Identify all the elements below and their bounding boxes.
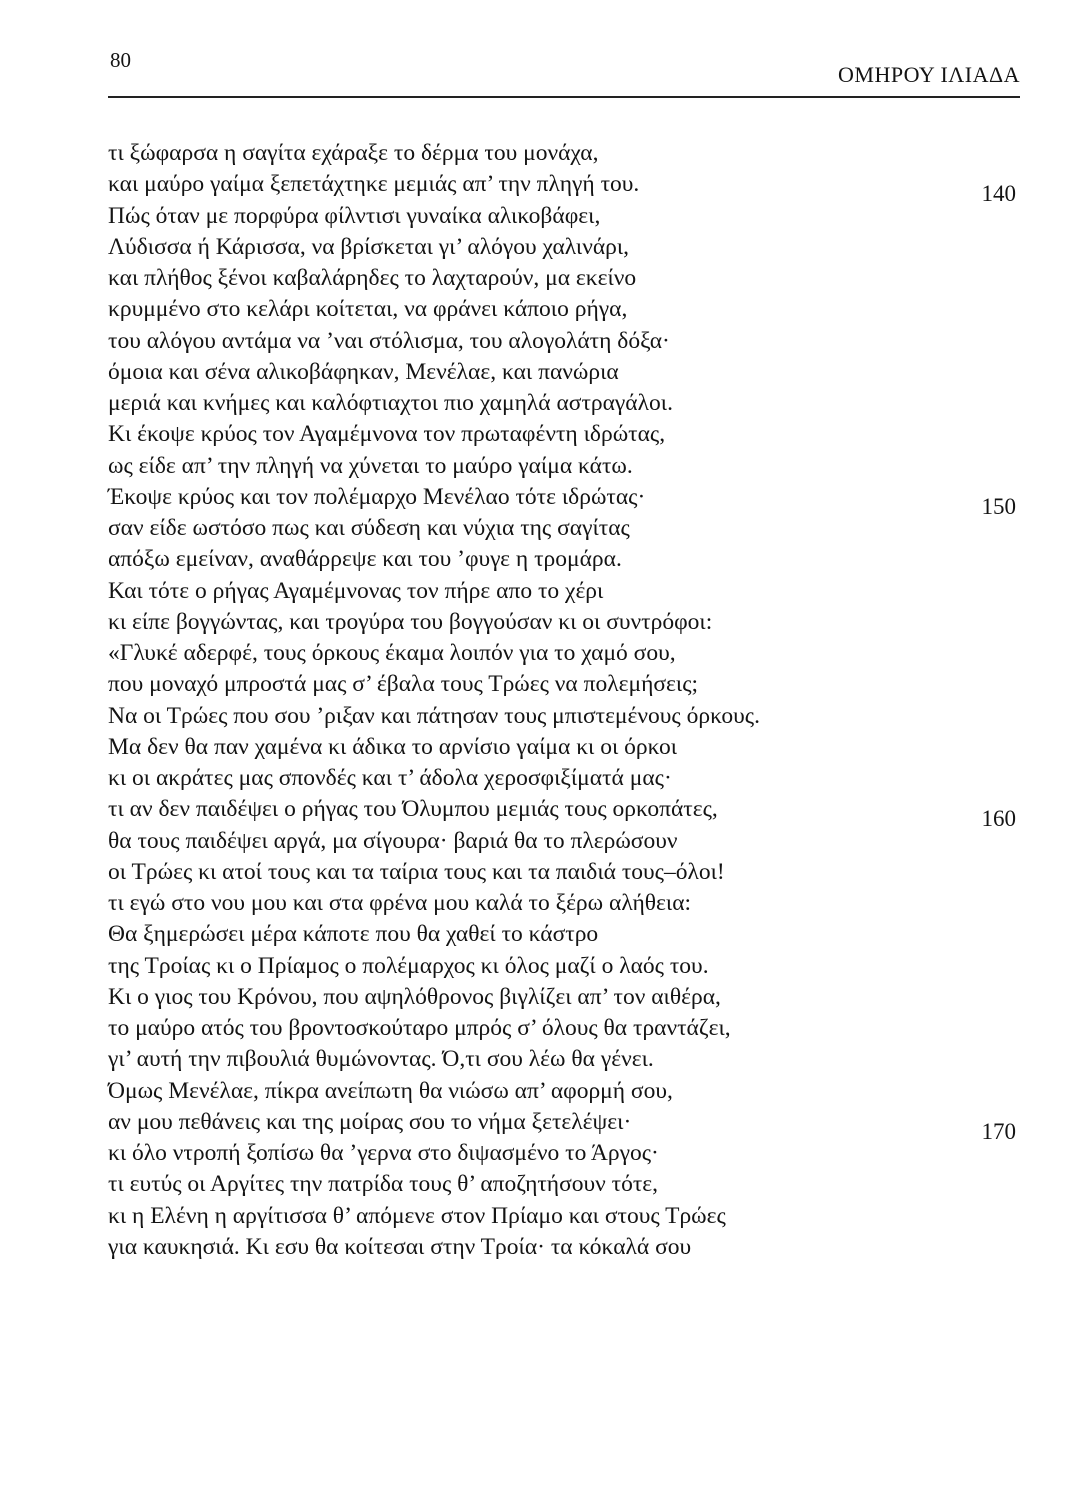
verse-line: τι ευτύς οι Αργίτες την πατρίδα τους θ’ αποζητήσουν τότε, <box>108 1171 659 1197</box>
verse-line: Θα ξημερώσει μέρα κάποτε που θα χαθεί το κάστρο <box>108 921 599 947</box>
verse-line: του αλόγου αντάμα να ’ναι στόλισμα, του αλογολάτη δόξα· <box>108 328 670 354</box>
running-title: ΟΜΗΡΟΥ ΙΛΙΑΔΑ <box>838 62 1020 87</box>
verse-line: Να οι Τρώες που σου ’ριξαν και πάτησαν τους μπιστεμένους όρκους. <box>108 703 760 729</box>
verse-line: Πώς όταν με πορφύρα φίλντισι γυναίκα αλικοβάφει, <box>108 203 601 229</box>
verse-line: τι αν δεν παιδέψει ο ρήγας του Όλυμπου μεμιάς τους ορκοπάτες, <box>108 796 718 822</box>
verse-line: μεριά και κνήμες και καλόφτιαχτοι πιο χαμηλά αστραγάλοι. <box>108 390 673 416</box>
verse-line: κρυμμένο στο κελάρι κοίτεται, να φράνει κάποιο ρήγα, <box>108 296 628 322</box>
verse-line: Μα δεν θα παν χαμένα κι άδικα το αρνίσιο γαίμα κι οι όρκοι <box>108 734 678 760</box>
line-number: 160 <box>981 806 1016 831</box>
verse-line: γι’ αυτή την πιβουλιά θυμώνοντας. Ό,τι σου λέω θα γένει. <box>108 1046 654 1072</box>
verse-line: κι είπε βογγώντας, και τρογύρα του βογγούσαν κι οι συντρόφοι: <box>108 609 713 635</box>
verse-line: και πλήθος ξένοι καβαλάρηδες το λαχταρούν, μα εκείνο <box>108 265 637 291</box>
verse-line: οι Τρώες κι ατοί τους και τα ταίρια τους και τα παιδιά τους–όλοι! <box>108 859 725 885</box>
verse-line: σαν είδε ωστόσο πως και σύδεση και νύχια της σαγίτας <box>108 515 630 541</box>
verse-line: απόξω εμείναν, αναθάρρεψε και του ’φυγε η τρομάρα. <box>108 546 622 572</box>
verse-line: για καυκησιά. Κι εσυ θα κοίτεσαι στην Τροία· τα κόκαλά σου <box>108 1234 692 1260</box>
verse-line: αν μου πεθάνεις και της μοίρας σου το νήμα ξετελέψει· <box>108 1109 632 1135</box>
verse-line: κι όλο ντροπή ξοπίσω θα ’γερνα στο διψασμένο το Άργος· <box>108 1140 659 1166</box>
verse-line: που μοναχό μπροστά μας σ’ έβαλα τους Τρώες να πολεμήσεις; <box>108 671 699 697</box>
verse-line: και μαύρο γαίμα ξεπετάχτηκε μεμιάς απ’ την πληγή του. <box>108 171 640 197</box>
header-rule <box>108 96 1020 98</box>
verse-line: ως είδε απ’ την πληγή να χύνεται το μαύρο γαίμα κάτω. <box>108 453 633 479</box>
line-number: 170 <box>981 1119 1016 1144</box>
verse-line: «Γλυκέ αδερφέ, τους όρκους έκαμα λοιπόν για το χαμό σου, <box>108 640 676 666</box>
verse-line: Και τότε ο ρήγας Αγαμέμνονας τον πήρε απο το χέρι <box>108 578 604 604</box>
verse-line: κι οι ακράτες μας σπονδές και τ’ άδολα χεροσφιξίματά μας· <box>108 765 672 791</box>
line-number: 140 <box>981 181 1016 206</box>
page-number: 80 <box>110 48 131 72</box>
verse-line: της Τροίας κι ο Πρίαμος ο πολέμαρχος κι όλος μαζί ο λαός του. <box>108 953 709 979</box>
verse-line: Κι ο γιος του Κρόνου, που αψηλόθρονος βιγλίζει απ’ τον αιθέρα, <box>108 984 721 1010</box>
line-number: 150 <box>981 494 1016 519</box>
verse-line: Λύδισσα ή Κάρισσα, να βρίσκεται γι’ αλόγου χαλινάρι, <box>108 234 630 260</box>
verse-line: τι ξώφαρσα η σαγίτα εχάραξε το δέρμα του μονάχα, <box>108 140 599 166</box>
verse-line: το μαύρο ατός του βροντοσκούταρο μπρός σ’ όλους θα τραντάζει, <box>108 1015 731 1041</box>
verse-line: κι η Ελένη η αργίτισσα θ’ απόμενε στον Πρίαμο και στους Τρώες <box>108 1203 726 1229</box>
verse-line: θα τους παιδέψει αργά, μα σίγουρα· βαριά θα το πλερώσουν <box>108 828 678 854</box>
verse-line: Έκοψε κρύος και τον πολέμαρχο Μενέλαο τότε ιδρώτας· <box>108 484 646 510</box>
verse-line: Όμως Μενέλαε, πίκρα ανείπωτη θα νιώσω απ’ αφορμή σου, <box>108 1078 673 1104</box>
verse-line: τι εγώ στο νου μου και στα φρένα μου καλά το ξέρω αλήθεια: <box>108 890 692 916</box>
verse-line: Κι έκοψε κρύος τον Αγαμέμνονα τον πρωταφέντη ιδρώτας, <box>108 421 666 447</box>
verse-line: όμοια και σένα αλικοβάφηκαν, Μενέλαε, και πανώρια <box>108 359 619 385</box>
